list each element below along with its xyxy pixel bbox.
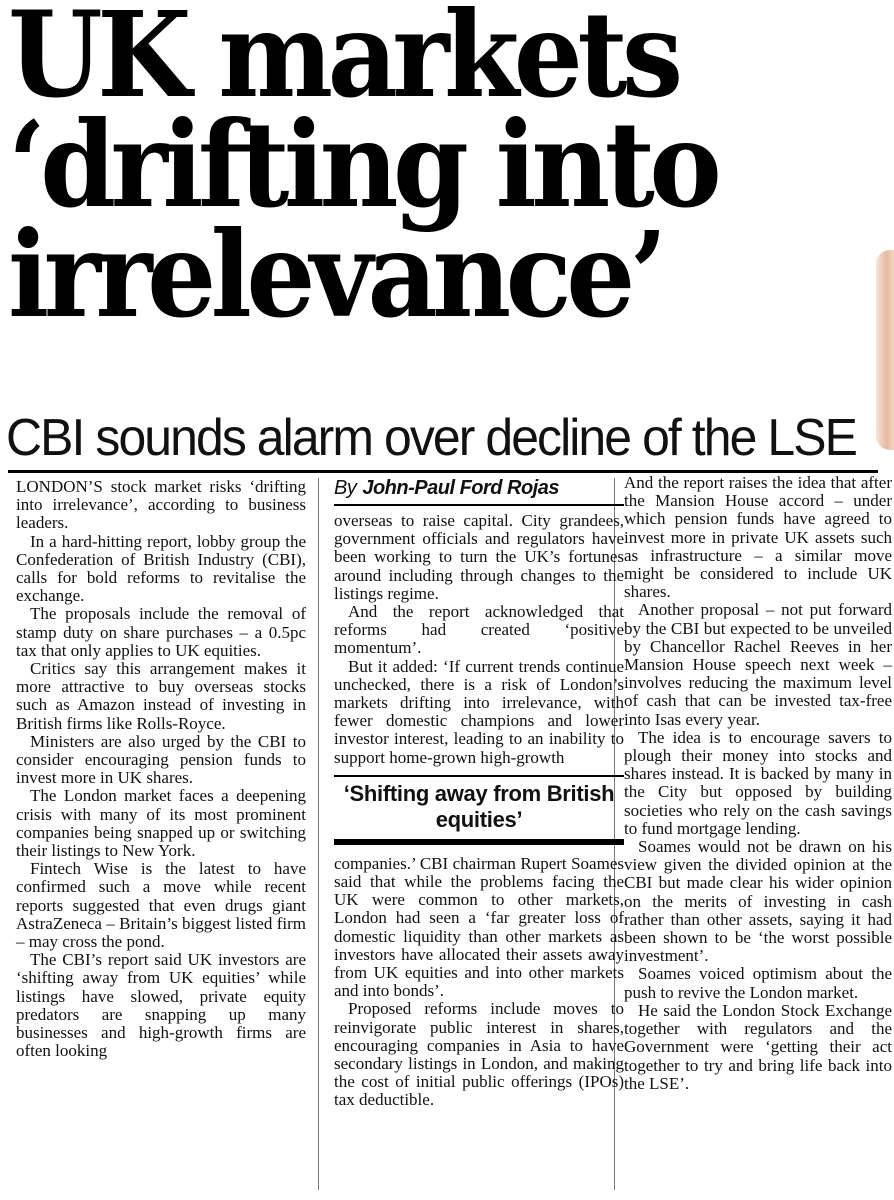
paragraph: Ministers are also urged by the CBI to consider encouraging pension funds to invest more in UK shares. bbox=[16, 731, 306, 788]
article-column-1 bbox=[16, 478, 306, 1061]
paragraph: The CBI’s report said UK investors are ‘shifting away from UK equities’ while listings have slowed, private equity predators are snapping up many businesses and high-growth firms are often looking bbox=[16, 950, 306, 1061]
column-divider bbox=[318, 478, 319, 1190]
paragraph: In a hard-hitting report, lobby group the Confederation of British Industry (CBI), calls for bold reforms to revitalise the exchange. bbox=[16, 531, 306, 606]
article-column-2 bbox=[334, 474, 624, 1110]
byline-author: John-Paul Ford Rojas bbox=[362, 477, 560, 499]
headline-line-3: irrelevance’ bbox=[8, 205, 663, 344]
headline bbox=[8, 0, 823, 344]
headline-line-2: ‘drifting into bbox=[8, 95, 717, 234]
paragraph: The idea is to encourage savers to plough their money into stocks and shares instead. It is backed by many in the City but opposed by building societies who rely on the cash savings to fund mortgage lending. bbox=[624, 727, 892, 838]
headline-line-1: UK markets bbox=[8, 0, 678, 124]
paragraph: Soames voiced optimism about the push to revive the London market. bbox=[624, 964, 892, 1002]
paragraph: Another proposal – not put forward by the CBI but expected to be unveiled by Chancellor Rachel Reeves in her Mansion House speech next week – involves reducing the maximum level of cash that can be invested tax-free into Isas every year. bbox=[624, 600, 892, 729]
paragraph: LONDON’S stock market risks ‘drifting into irrelevance’, according to business leaders. bbox=[16, 477, 306, 533]
paragraph: companies.’ CBI chairman Rupert Soames said that while the problems facing the UK were common to other markets, London had seen a ‘far greater loss of domestic liquidity than other markets as investors have allocated their assets away from UK equities and into other markets and into bonds’. bbox=[334, 853, 624, 1001]
article-column-3 bbox=[624, 474, 892, 1093]
paragraph: Fintech Wise is the latest to have confirmed such a move while recent reports suggested that even drugs giant AstraZeneca – Britain’s biggest listed firm – may cross the pond. bbox=[16, 859, 306, 952]
byline bbox=[334, 474, 624, 506]
subheadline: CBI sounds alarm over decline of the LSE bbox=[6, 409, 856, 467]
paragraph: Proposed reforms include moves to reinvigorate public interest in shares, encouraging companies in Asia to have secondary listings in London, and making the cost of initial public offerings (IPOs) tax deductible. bbox=[334, 999, 624, 1110]
byline-prefix: By bbox=[334, 477, 357, 499]
paragraph: Critics say this arrangement makes it more attractive to buy overseas stocks such as Amazon instead of investing in British firms like Rolls-Royce. bbox=[16, 659, 306, 733]
paragraph: And the report acknowledged that reforms had created ‘positive momentum’. bbox=[334, 602, 624, 658]
paragraph: overseas to raise capital. City grandees, government officials and regulators have been working to turn the UK’s fortunes around including through changes to the listings regime. bbox=[334, 511, 624, 603]
photo-edge-decoration bbox=[876, 250, 894, 450]
paragraph: But it added: ‘If current trends continue unchecked, there is a risk of London’s markets drifting into irrelevance, with fewer domestic champions and lower investor interest, leading to an inability to support home-grown high-growth bbox=[334, 656, 624, 767]
paragraph: Soames would not be drawn on his view given the divided opinion at the CBI but made clear his wider opinion on the merits of investing in cash rather than other assets, saying it had been shown to be ‘the worst possible investment’. bbox=[624, 837, 892, 966]
paragraph: And the report raises the idea that after the Mansion House accord – under which pension funds have agreed to invest more in private UK assets such as infrastructure – a similar move might be considered to include UK shares. bbox=[624, 473, 892, 602]
paragraph: The proposals include the removal of stamp duty on share purchases – a 0.5pc tax that only applies to UK equities. bbox=[16, 604, 306, 660]
pull-quote: ‘Shifting away from British equities’ bbox=[334, 775, 624, 845]
paragraph: He said the London Stock Exchange together with regulators and the Government were ‘getting their act together to try and bring life back into the LSE’. bbox=[624, 1000, 892, 1093]
paragraph: The London market faces a deepening crisis with many of its most prominent companies being snapped up or switching their listings to New York. bbox=[16, 786, 306, 861]
